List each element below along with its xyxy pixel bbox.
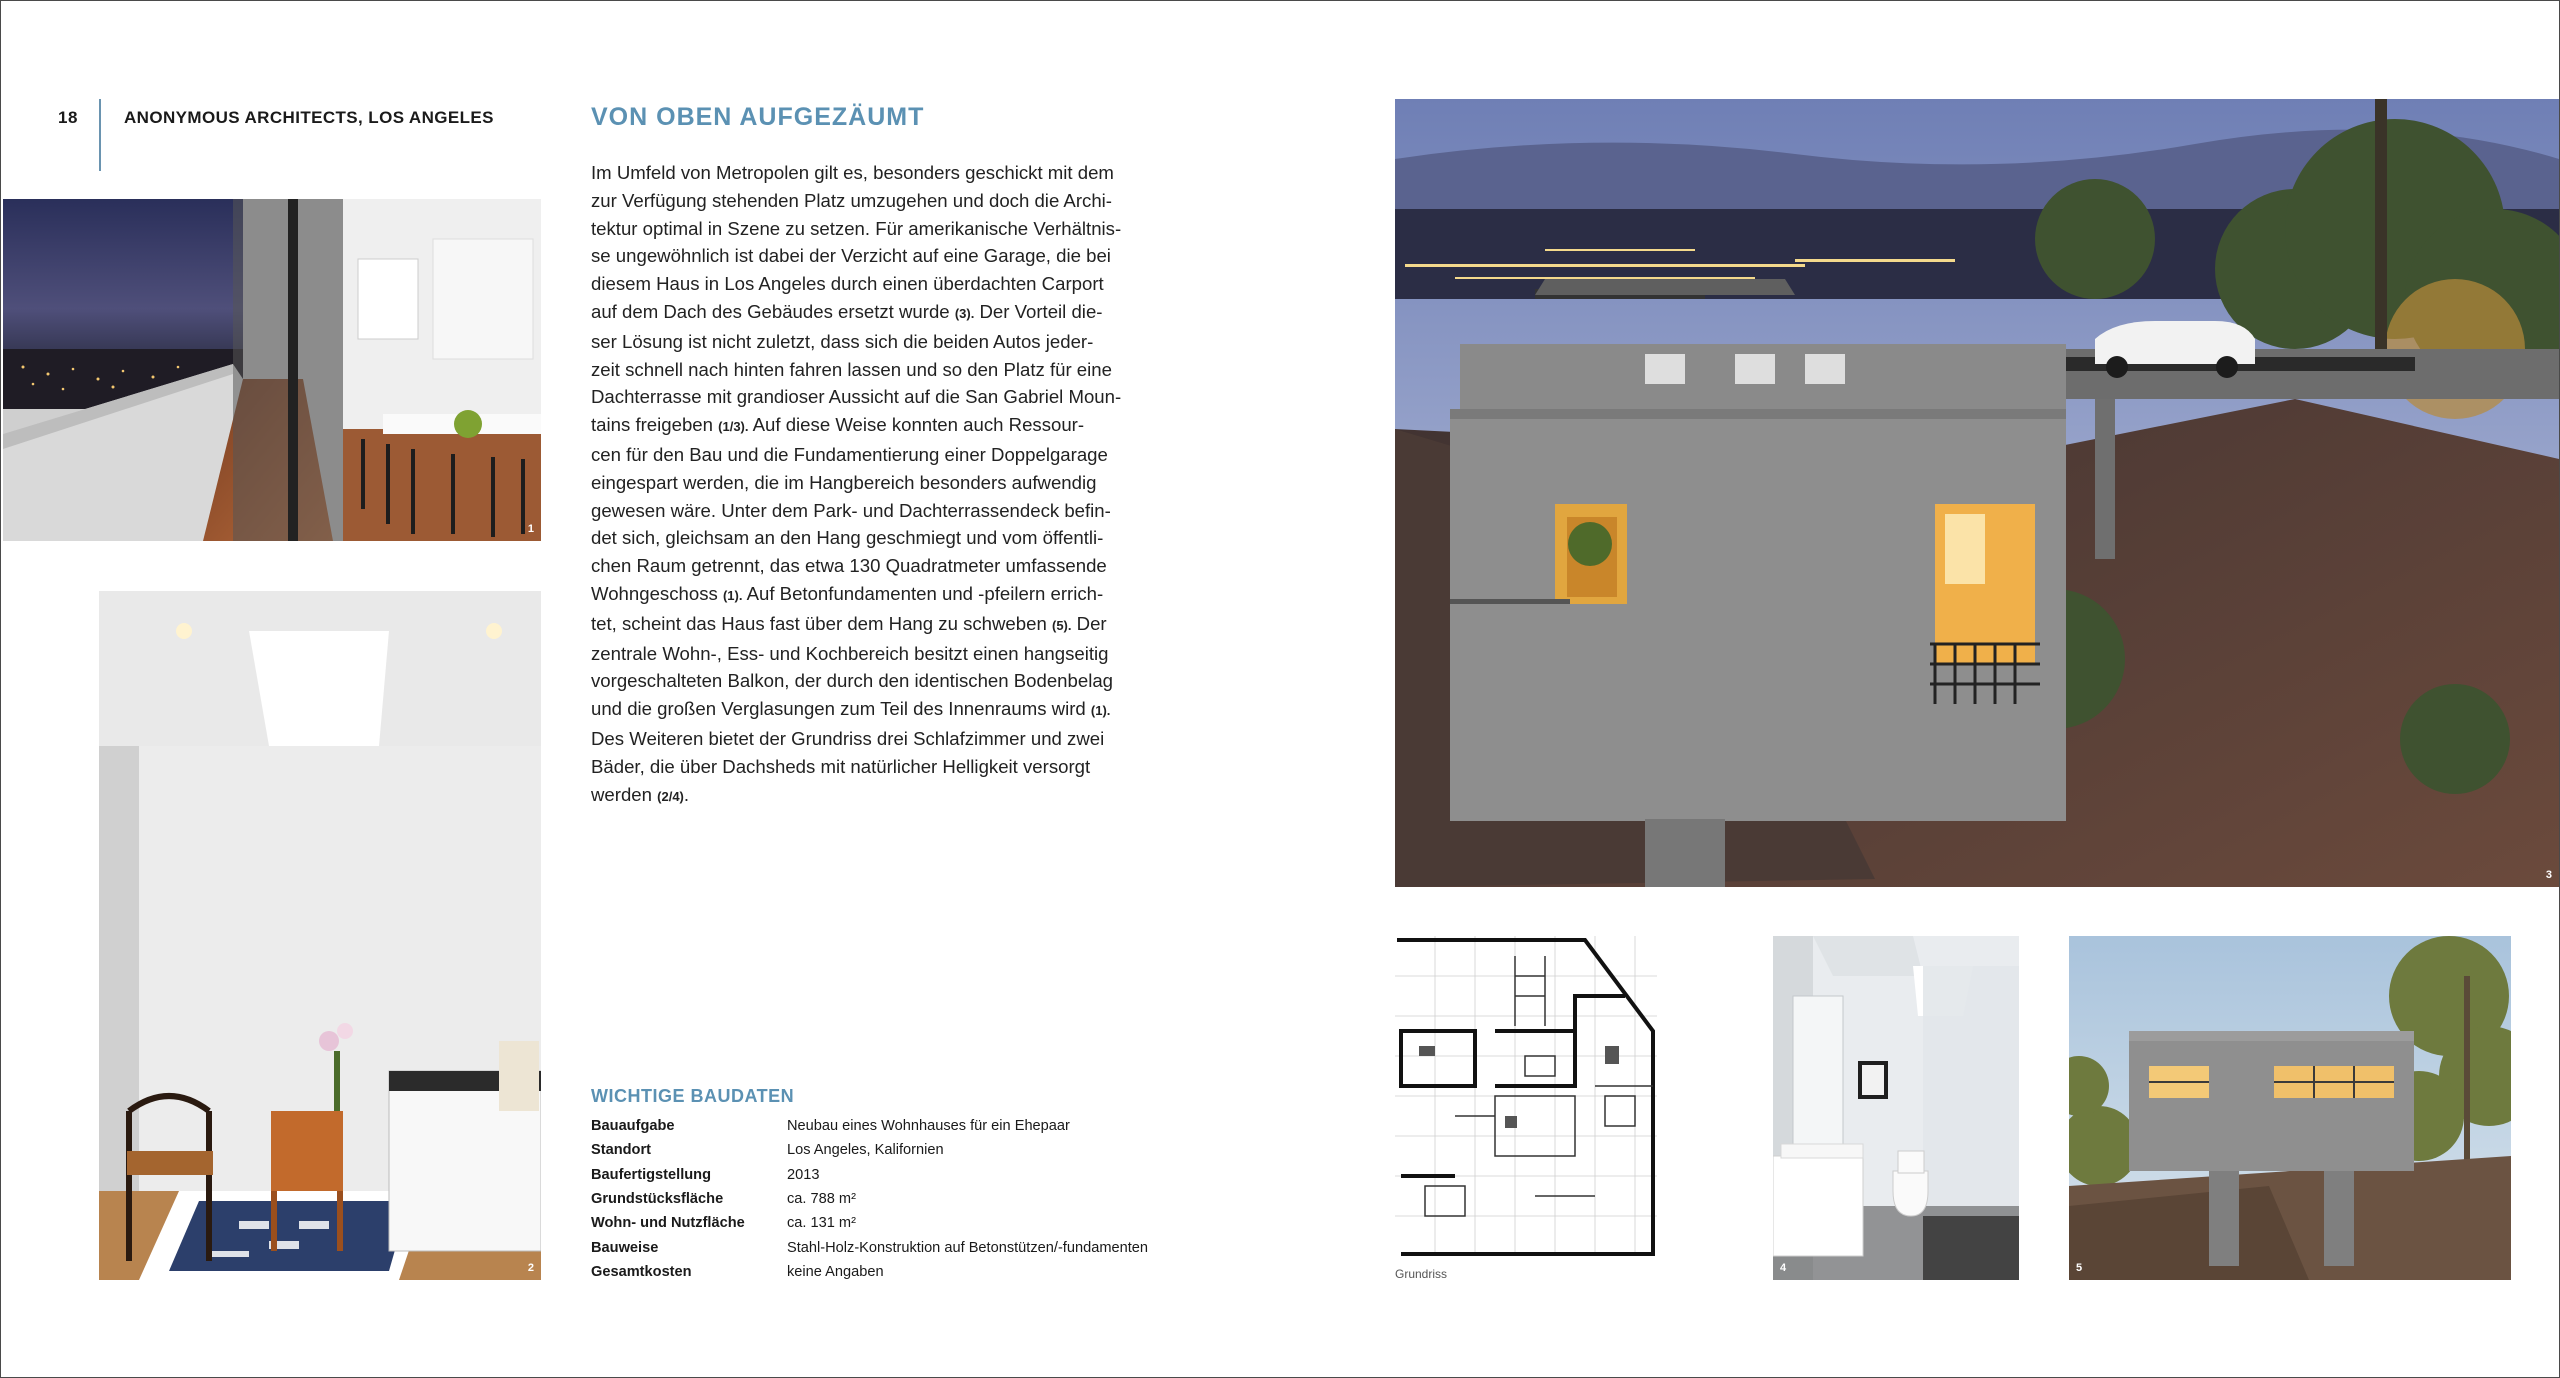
photo-exterior-dusk [1395,99,2559,887]
article-body [591,159,1171,810]
figure-number-4: 4 [1780,1262,1787,1274]
body-line: Wohngeschoss (1). Auf Betonfundamenten und -pfeilern errich- [591,582,1104,604]
body-line: ser Lösung ist nicht zuletzt, dass sich die beiden Autos jeder- [591,330,1094,352]
body-line: gewesen wäre. Unter dem Park- und Dachterrassendeck befin- [591,499,1111,521]
baudaten-table [591,1114,1148,1284]
table-row: Wohn- und Nutzfläche ca. 131 m² [591,1215,856,1232]
figure-reference: (5). [1051,617,1072,633]
photo-exterior-below [2069,936,2511,1280]
photo-bathroom [1773,936,2019,1280]
body-line: zentrale Wohn-, Ess- und Kochbereich besitzt einen hangseitig [591,642,1109,664]
body-line: tet, scheint das Haus fast über dem Hang zu schweben (5). Der [591,612,1107,634]
body-line: und die großen Verglasungen zum Teil des Innenraums wird (1). [591,698,1111,720]
body-line: werden (2/4). [591,783,690,805]
body-line: cen für den Bau und die Fundamentierung einer Doppelgarage [591,443,1108,465]
table-row: Standort Los Angeles, Kalifornien [591,1142,944,1159]
body-line: se ungewöhnlich ist dabei der Verzicht auf eine Garage, die bei [591,245,1111,267]
photo-balcony-night [3,199,541,541]
figure-number-5: 5 [2076,1262,2083,1274]
table-row: Baufertigstellung 2013 [591,1166,820,1183]
figure-reference: (1). [1090,703,1111,719]
running-head: ANONYMOUS ARCHITECTS, LOS ANGELES [124,108,494,127]
body-line: auf dem Dach des Gebäudes ersetzt wurde (3). Der Vorteil die- [591,300,1103,322]
body-line: Im Umfeld von Metropolen gilt es, besonders geschickt mit dem [591,162,1114,183]
table-row: Gesamtkosten keine Angaben [591,1263,884,1280]
figure-reference: (1). [722,587,743,603]
figure-reference: (2/4) [657,788,684,804]
body-line: chen Raum getrennt, das etwa 130 Quadratmeter umfassende [591,555,1107,577]
baudaten-heading: WICHTIGE BAUDATEN [591,1086,795,1106]
floor-plan-drawing [1395,936,1657,1256]
header-divider [99,99,101,171]
figure-reference: (1/3). [718,419,749,435]
body-line: Dachterrasse mit grandioser Aussicht auf die San Gabriel Moun- [591,386,1122,408]
body-line: zeit schnell nach hinten fahren lassen und so den Platz für eine [591,358,1112,380]
table-row: Grundstücksfläche ca. 788 m² [591,1191,856,1208]
body-line: diesem Haus in Los Angeles durch einen überdachten Carport [591,273,1104,295]
figure-reference: (3). [954,305,975,321]
body-line: eingespart werden, die im Hangbereich besonders aufwendig [591,471,1097,493]
body-line: tains freigeben (1/3). Auf diese Weise konnten auch Ressour- [591,414,1085,436]
figure-number-1: 1 [527,523,534,535]
table-row: Bauweise Stahl-Holz-Konstruktion auf Betonstützen/-fundamenten [591,1239,1148,1256]
article-title: VON OBEN AUFGEZÄUMT [591,103,925,131]
body-line: vorgeschalteten Balkon, der durch den identischen Bodenbelag [591,670,1114,692]
body-line: zur Verfügung stehenden Platz umzugehen und doch die Archi- [591,189,1112,211]
body-line: Des Weiteren bietet der Grundriss drei Schlafzimmer und zwei [591,727,1105,749]
figure-number-3: 3 [2545,869,2552,881]
body-line: det sich, gleichsam an den Hang geschmiegt und vom öffentli- [591,527,1104,549]
body-line: tektur optimal in Szene zu setzen. Für amerikanische Verhältnis- [591,217,1122,239]
page-number: 18 [58,108,78,127]
figure-number-2: 2 [527,1262,534,1274]
floor-plan-caption: Grundriss [1395,1267,1448,1281]
body-line: Bäder, die über Dachsheds mit natürlicher Helligkeit versorgt [591,755,1091,777]
table-row: Bauaufgabe Neubau eines Wohnhauses für ein Ehepaar [591,1118,1070,1135]
photo-interior-skylight [99,591,541,1280]
